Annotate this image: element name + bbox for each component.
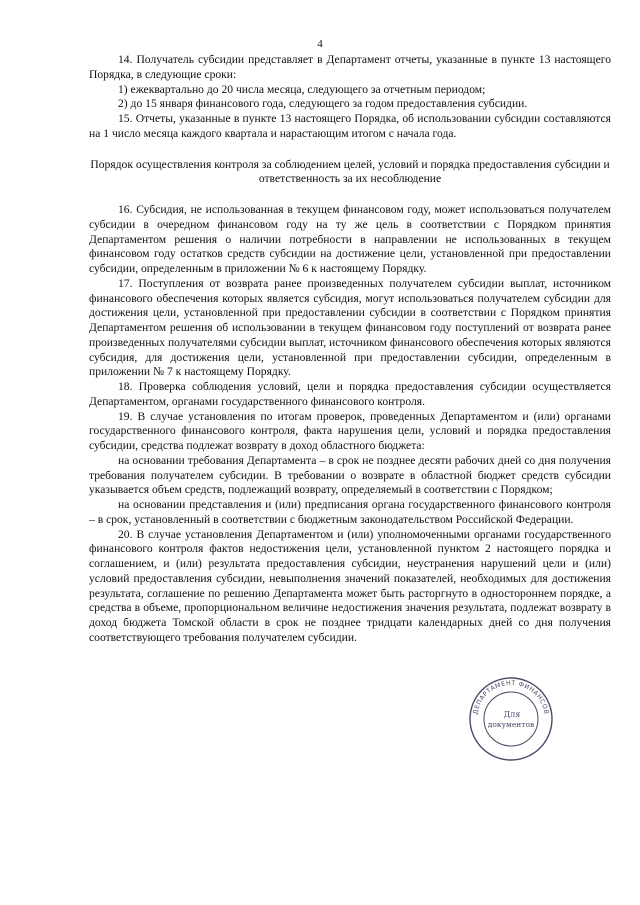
paragraph-19-item-1: на основании требования Департамента – в срок не позднее десяти рабочих дней со дня получения требования получателем субсидии. В требовании о возврате в областной бюджет средств субсидии указывается объем средств, подлежащий возврату, определяемый в соответствии с Порядком; — [89, 453, 611, 497]
stamp-inner-ring — [484, 692, 538, 746]
paragraph-14-item-2: 2) до 15 января финансового года, следующего за годом предоставления субсидии. — [118, 97, 528, 111]
stamp-text-line2: документов — [487, 720, 535, 729]
paragraph-15: 15. Отчеты, указанные в пункте 13 настоящего Порядка, об использовании субсидии составляются на 1 число месяца каждого квартала и нарастающим итогом с начала года. — [89, 112, 611, 140]
stamp-text-line1: Для — [503, 710, 521, 719]
paragraph-16: 16. Субсидия, не использованная в текущем финансовом году, может использоваться получателем субсидии в очередном финансовом году на ту же цель в соответствии с Порядком принятия Департаментом решения о наличии потребности в направлении не использованных в текущем финансовом году остатков средств субсидии на достижение цели, установленной при предоставлении субсидии, определенным в приложении № 6 к настоящему Порядку. — [89, 203, 611, 275]
paragraph-19-item-2: на основании представления и (или) предписания органа государственного финансового контроля – в срок, установленный в соответствии с бюджетным законодательством Российской Федерации. — [89, 498, 611, 526]
official-stamp — [468, 676, 554, 762]
paragraph-14-item-1: 1) ежеквартально до 20 числа месяца, следующего за отчетным периодом; — [118, 82, 486, 96]
paragraph-17: 17. Поступления от возврата ранее произведенных получателем субсидии выплат, источником финансового обеспечения которых является субсидия, могут использоваться получателем субсидии для достижения цели, установленной при предоставлении субсидии в соответствии с Порядком принятия Департаментом решения об использовании в текущем финансовом году поступлений от возврата ранее произведенных получателями субсидии выплат, источником финансового обеспечения которых являются субсидия, для достижения цели, установленной при предоставлении субсидии, определенным в приложении № 7 к настоящему Порядку. — [89, 276, 611, 379]
paragraph-18: 18. Проверка соблюдения условий, цели и порядка предоставления субсидии осуществляется Департаментом, органами государственного финансового контроля. — [89, 380, 611, 408]
stamp-graphic — [468, 676, 554, 762]
stamp-ring-text: ДЕПАРТАМЕНТ ФИНАНСОВ — [472, 679, 550, 716]
page-number: 4 — [317, 38, 323, 50]
document-body — [89, 53, 611, 646]
paragraph-19: 19. В случае установления по итогам проверок, проведенных Департаментом и (или) органами государственного финансового контроля, факта нарушения цели, условий и порядка предоставления субсидии, средства подлежат возврату в доход областного бюджета: — [89, 409, 611, 452]
paragraph-14: 14. Получатель субсидии представляет в Департамент отчеты, указанные в пункте 13 настоящего Порядка, в следующие сроки: — [89, 53, 611, 81]
section-title: Порядок осуществления контроля за соблюдением целей, условий и порядка предоставления субсидии и ответственность за их несоблюдение — [90, 157, 610, 186]
paragraph-20: 20. В случае установления Департаментом и (или) уполномоченными органами государственного финансового контроля фактов недостижения цели, установленной пунктом 2 настоящего порядка и соглашением, и (или) результата предоставления субсидии, неустранения нарушений цели и (или) условий предоставления субсидии, невыполнения значений показателей, необходимых для достижения результата, соглашение по решению Департамента может быть расторгнуто в одностороннем порядке, а средства в объеме, пропорциональном величине недостижения значения результата, подлежат возврату в доход бюджета Томской области в срок не позднее тридцати календарных дней со дня получения соответствующего требования получателем субсидии. — [89, 527, 611, 644]
stamp-outer-ring — [470, 678, 552, 760]
